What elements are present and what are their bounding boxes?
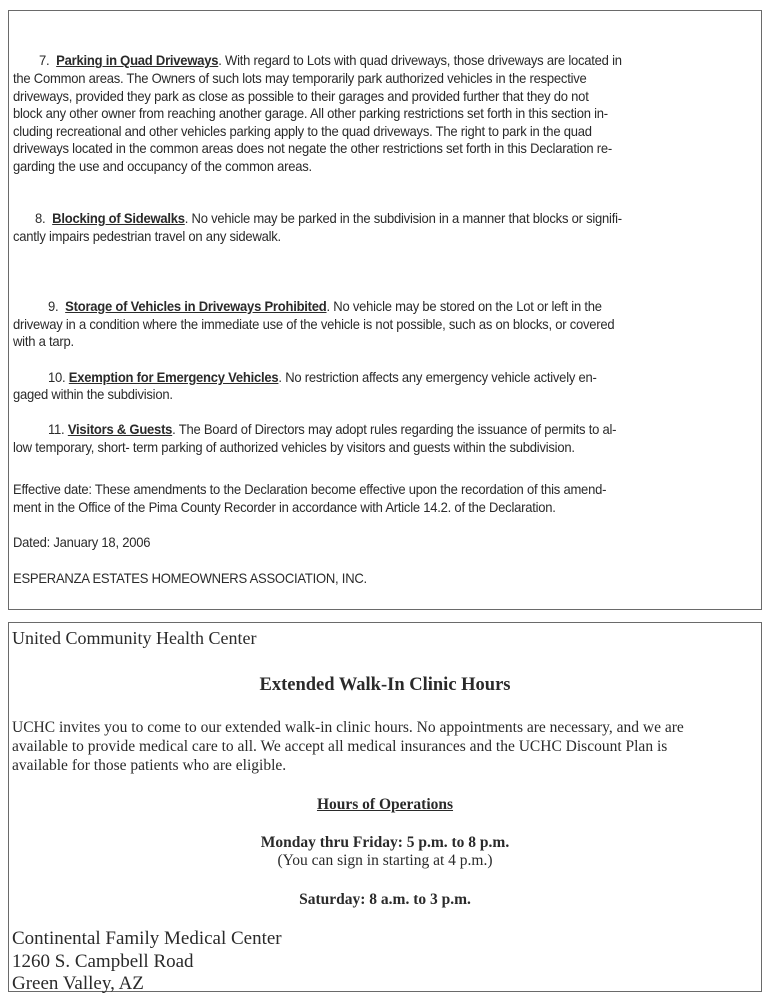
item-text: . No restriction affects any emergency vehicle actively en- [278,369,597,385]
item-9-line [48,298,602,314]
item-heading: Visitors & Guests [67,421,173,437]
item-number: 8. [35,210,46,226]
text-line: cluding recreational and other vehicles parking apply to the quad driveways. The right to park in the quad [13,123,592,139]
text-line: driveway in a condition where the immediate use of the vehicle is not possible, such as on blocks, or covered [13,316,615,332]
item-8-line [35,210,622,226]
item-number: 7. [39,52,50,68]
clinic-title: Extended Walk-In Clinic Hours [259,675,511,695]
item-text: . The Board of Directors may adopt rules regarding the issuance of permits to al- [172,421,617,437]
item-text: . No vehicle may be parked in the subdivision in a manner that blocks or signifi- [184,210,622,226]
location-city: Green Valley, AZ [12,973,144,994]
location-address: 1260 S. Campbell Road [12,951,194,972]
item-number: 10. [48,369,66,385]
paragraph-line: available for those patients who are eligible. [12,757,287,774]
hours-heading: Hours of Operations [316,796,454,813]
text-line: cantly impairs pedestrian travel on any sidewalk. [13,228,281,244]
saturday-hours: Saturday: 8 a.m. to 3 p.m. [299,891,471,908]
item-text: . No vehicle may be stored on the Lot or left in the [326,298,602,314]
text-line: garding the use and occupancy of the common areas. [13,158,312,174]
location-name: Continental Family Medical Center [12,928,282,949]
text-line: gaged within the subdivision. [13,386,173,402]
association-name: ESPERANZA ESTATES HOMEOWNERS ASSOCIATION, INC. [13,570,367,586]
item-number: 9. [48,298,59,314]
text-line: block any other owner from reaching another garage. All other parking restrictions set forth in this section in- [13,105,608,121]
paragraph-line: available to provide medical care to all. We accept all medical insurances and the UCHC Discount Plan is [12,738,668,755]
text-line: low temporary, short- term parking of authorized vehicles by visitors and guests within the subdivision. [13,439,575,455]
item-text: . With regard to Lots with quad driveways, those driveways are located in [218,52,622,68]
item-heading: Exemption for Emergency Vehicles [68,369,279,385]
effective-date-line: Effective date: These amendments to the Declaration become effective upon the recordation of this amend- [13,481,607,497]
text-line: driveways located in the common areas does not negate the other restrictions set forth in this Declaration re- [13,140,612,156]
clinic-section [8,622,762,992]
item-heading: Storage of Vehicles in Driveways Prohibited [65,298,327,314]
text-line: driveways, provided they park as close as possible to their garages and provided further that they do not [13,88,589,104]
text-line: with a tarp. [13,333,74,349]
effective-date-line: ment in the Office of the Pima County Recorder in accordance with Article 14.2. of the Declaration. [13,499,556,515]
item-7-line [39,52,622,68]
paragraph-line: UCHC invites you to come to our extended walk-in clinic hours. No appointments are necessary, and we are [12,719,684,736]
weekday-note: (You can sign in starting at 4 p.m.) [277,852,493,869]
organization-name: United Community Health Center [12,628,257,648]
item-11-line [48,421,616,437]
item-10-line [48,369,597,385]
item-heading: Parking in Quad Driveways [56,52,219,68]
dated-line: Dated: January 18, 2006 [13,534,151,550]
text-line: the Common areas. The Owners of such lots may temporarily park authorized vehicles in the respective [13,70,587,86]
declaration-section [8,10,762,610]
weekday-hours: Monday thru Friday: 5 p.m. to 8 p.m. [260,834,510,851]
item-heading: Blocking of Sidewalks [52,210,185,226]
item-number: 11. [48,421,65,437]
